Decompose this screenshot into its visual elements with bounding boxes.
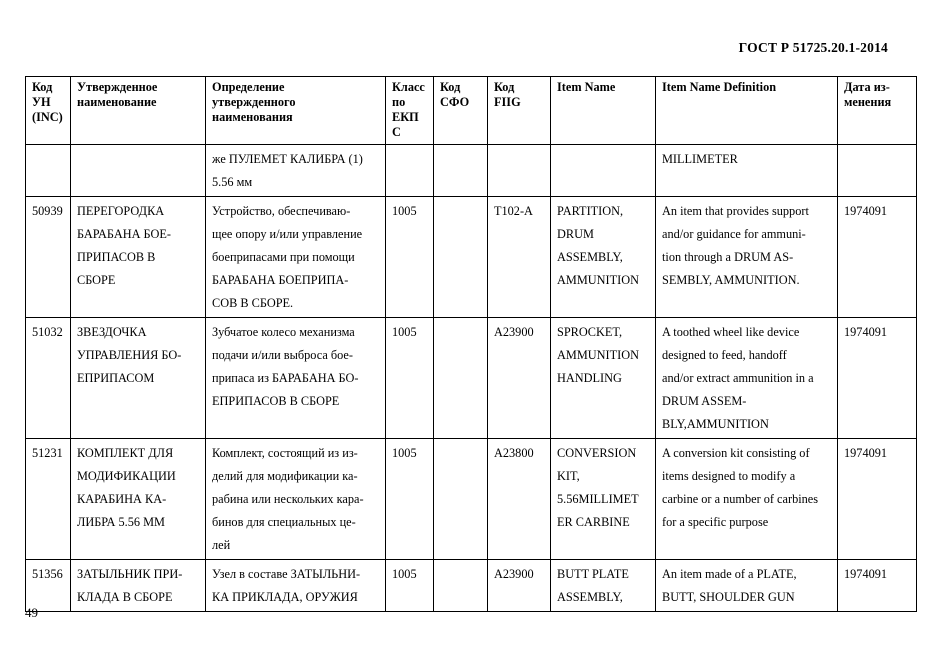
cell-item-name: PARTITION, DRUM ASSEMBLY, AMMUNITION <box>551 197 656 318</box>
column-header-approved-name: Утвержденное наименование <box>71 77 206 145</box>
cell-sfo <box>434 145 488 197</box>
cell-item-definition: A conversion kit consisting of items designed to modify a carbine or a number of carbines for a specific purpose <box>656 439 838 560</box>
cell-definition: Устройство, обеспечиваю- щее опору и/или управление боеприпасами при помощи БАРАБАНА БОЕПРИПА- СОВ В СБОРЕ. <box>206 197 386 318</box>
cell-definition: же ПУЛЕМЕТ КАЛИБРА (1) 5.56 мм <box>206 145 386 197</box>
cell-date <box>838 145 917 197</box>
cell-inc: 51231 <box>26 439 71 560</box>
cell-item-definition: A toothed wheel like device designed to feed, handoff and/or extract ammunition in a DRUM ASSEM- BLY,AMMUNITION <box>656 318 838 439</box>
cell-inc: 51356 <box>26 560 71 612</box>
cell-sfo <box>434 197 488 318</box>
table-row <box>26 145 917 197</box>
table-row <box>26 318 917 439</box>
cell-item-name: CONVERSION KIT, 5.56MILLIMET ER CARBINE <box>551 439 656 560</box>
cell-item-name <box>551 145 656 197</box>
column-header-fiig: Код FIIG <box>488 77 551 145</box>
cell-item-name: SPROCKET, AMMUNITION HANDLING <box>551 318 656 439</box>
column-header-sfo: Код СФО <box>434 77 488 145</box>
cell-fiig <box>488 145 551 197</box>
table-row <box>26 560 917 612</box>
cell-date: 1974091 <box>838 318 917 439</box>
cell-fiig: T102-A <box>488 197 551 318</box>
cell-class: 1005 <box>386 560 434 612</box>
cell-date: 1974091 <box>838 197 917 318</box>
cell-class: 1005 <box>386 318 434 439</box>
cell-approved-name: ЗАТЫЛЬНИК ПРИ- КЛАДА В СБОРЕ <box>71 560 206 612</box>
page-number: 49 <box>25 605 38 620</box>
cell-approved-name: ПЕРЕГОРОДКА БАРАБАНА БОЕ- ПРИПАСОВ В СБОРЕ <box>71 197 206 318</box>
cell-sfo <box>434 560 488 612</box>
cell-class <box>386 145 434 197</box>
table-row <box>26 197 917 318</box>
table-row <box>26 439 917 560</box>
cell-class: 1005 <box>386 197 434 318</box>
cell-item-name: BUTT PLATE ASSEMBLY, <box>551 560 656 612</box>
column-header-change-date: Дата из- менения <box>838 77 917 145</box>
cell-inc <box>26 145 71 197</box>
cell-fiig: A23800 <box>488 439 551 560</box>
cell-approved-name: ЗВЕЗДОЧКА УПРАВЛЕНИЯ БО- ЕПРИПАСОМ <box>71 318 206 439</box>
cell-definition: Комплект, состоящий из из- делий для модификации ка- рабина или нескольких кара- бинов для специальных це- лей <box>206 439 386 560</box>
cell-fiig: A23900 <box>488 318 551 439</box>
cell-date: 1974091 <box>838 560 917 612</box>
cell-sfo <box>434 318 488 439</box>
column-header-class: Класс по ЕКП С <box>386 77 434 145</box>
cell-class: 1005 <box>386 439 434 560</box>
cell-fiig: A23900 <box>488 560 551 612</box>
cell-approved-name <box>71 145 206 197</box>
cell-inc: 50939 <box>26 197 71 318</box>
column-header-inc: Код УН (INC) <box>26 77 71 145</box>
cell-approved-name: КОМПЛЕКТ ДЛЯ МОДИФИКАЦИИ КАРАБИНА КА- ЛИБРА 5.56 ММ <box>71 439 206 560</box>
cell-sfo <box>434 439 488 560</box>
cell-definition: Зубчатое колесо механизма подачи и/или выброса бое- припаса из БАРАБАНА БО- ЕПРИПАСОВ В СБОРЕ <box>206 318 386 439</box>
cell-inc: 51032 <box>26 318 71 439</box>
document-standard-number: ГОСТ Р 51725.20.1-2014 <box>738 40 888 55</box>
cell-item-definition: An item that provides support and/or guidance for ammuni- tion through a DRUM AS- SEMBLY, AMMUNITION. <box>656 197 838 318</box>
cell-item-definition: An item made of a PLATE, BUTT, SHOULDER GUN <box>656 560 838 612</box>
catalog-table <box>25 76 917 612</box>
column-header-definition: Определение утвержденного наименования <box>206 77 386 145</box>
column-header-item-name: Item Name <box>551 77 656 145</box>
cell-item-definition: MILLIMETER <box>656 145 838 197</box>
cell-date: 1974091 <box>838 439 917 560</box>
column-header-item-name-definition: Item Name Definition <box>656 77 838 145</box>
table-header-row <box>26 77 917 145</box>
cell-definition: Узел в составе ЗАТЫЛЬНИ- КА ПРИКЛАДА, ОРУЖИЯ <box>206 560 386 612</box>
